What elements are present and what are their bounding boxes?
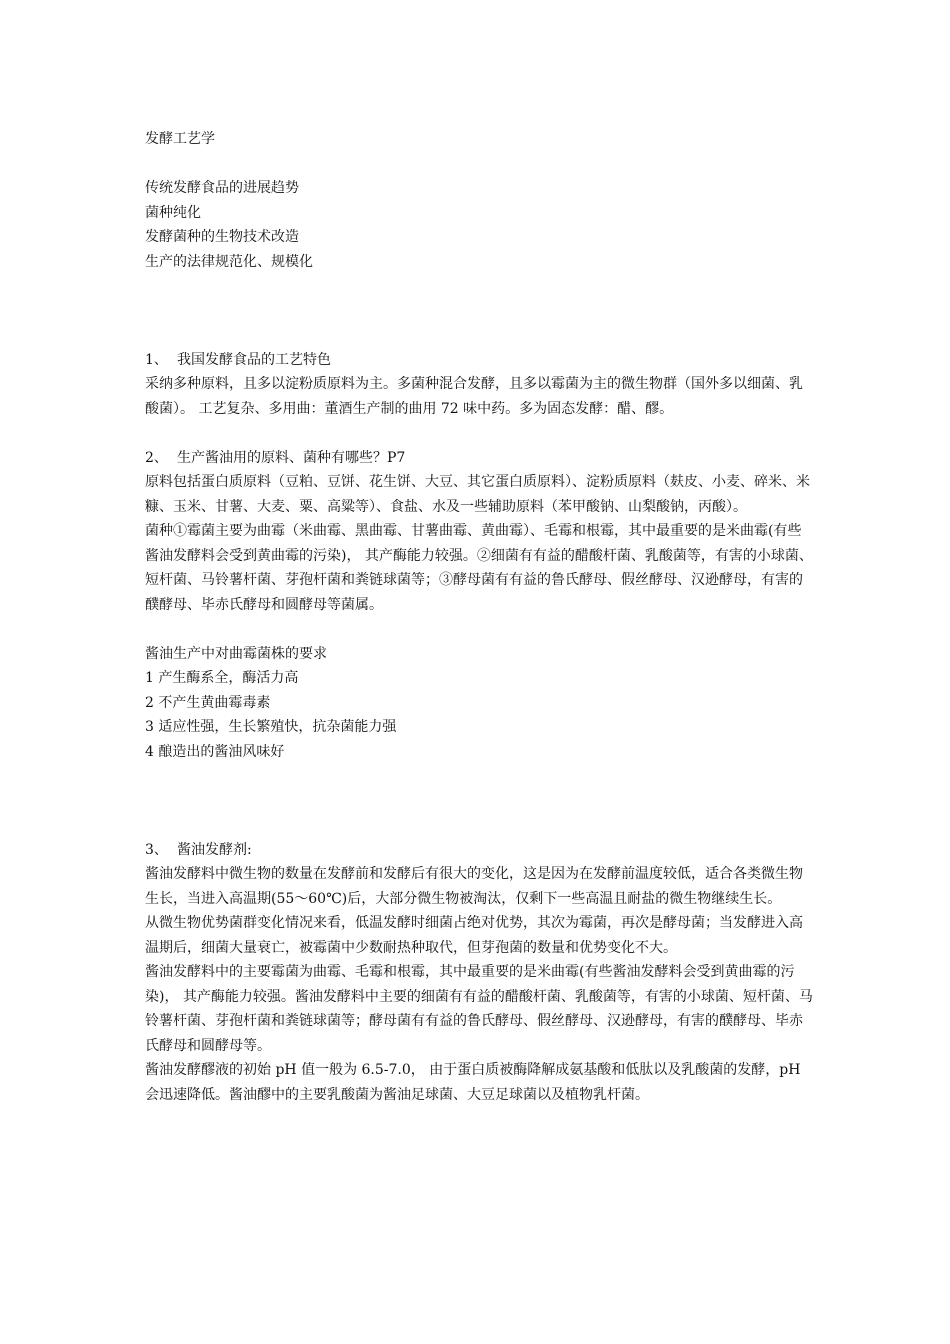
- spacer: [145, 152, 815, 177]
- requirement-item: 1 产生酶系全，酶活力高: [145, 670, 299, 686]
- section2-heading: [145, 446, 815, 471]
- section2-materials: 原料包括蛋白质原料（豆粕、豆饼、花生饼、大豆、其它蛋白质原料）、淀粉质原料（麸皮、小麦、碎米、米糠、玉米、甘薯、大麦、粟、高粱等）、食盐、水及一些辅助原料（苯甲酸钠、山梨酸钠，丙酸）。: [145, 474, 810, 515]
- section1-heading: [145, 348, 815, 373]
- section1-body: 采纳多种原料，且多以淀粉质原料为主。多菌种混合发酵，且多以霉菌为主的微生物群（国外多以细菌、乳酸菌）。 工艺复杂、多用曲：董酒生产制的曲用 72 味中药。多为固态发酵：醋、醪。: [145, 376, 803, 417]
- trend-item: 生产的法律规范化、规模化: [145, 253, 313, 270]
- section2-number: 2、: [145, 449, 168, 466]
- document-body: [145, 127, 815, 1107]
- spacer: [145, 421, 815, 446]
- spacer: [145, 274, 815, 348]
- section2-strains: 菌种①霉菌主要为曲霉（米曲霉、黑曲霉、甘薯曲霉、黄曲霉）、毛霉和根霉，其中最重要的是米曲霉(有些酱油发酵料会受到黄曲霉的污染)， 其产酶能力较强。②细菌有有益的醋酸杆菌、乳酸菌等，有害的小球菌、短杆菌、马铃薯杆菌、芽孢杆菌和粪链球菌等；③酵母菌有有益的鲁氏酵母、假丝酵母、汉逊酵母，有害的醭酵母、毕赤氏酵母和圆酵母等菌属。: [145, 523, 813, 613]
- section3-title: 酱油发酵剂:: [177, 841, 252, 858]
- trend-item: 发酵菌种的生物技术改造: [145, 229, 299, 245]
- spacer: [145, 617, 815, 642]
- section3-paragraph: 酱油发酵料中微生物的数量在发酵前和发酵后有很大的变化，这是因为在发酵前温度较低，适合各类微生物生长，当进入高温期(55～60℃)后，大部分微生物被淘汰，仅剩下一些高温且耐盐的微生物继续生长。: [145, 866, 803, 907]
- trend-item: 菌种纯化: [145, 204, 201, 221]
- requirement-item: 4 酿造出的酱油风味好: [145, 743, 285, 760]
- trends-heading: 传统发酵食品的进展趋势: [145, 180, 299, 196]
- document-title: 发酵工艺学: [145, 131, 215, 147]
- section3-paragraph: 从微生物优势菌群变化情况来看，低温发酵时细菌占绝对优势，其次为霉菌，再次是酵母菌；当发酵进入高温期后，细菌大量衰亡，被霉菌中少数耐热种取代，但芽孢菌的数量和优势变化不大。: [145, 915, 803, 956]
- section3-paragraph: 酱油发酵醪液的初始 pH 值一般为 6.5-7.0， 由于蛋白质被酶降解成氨基酸和低肽以及乳酸菌的发酵，pH 会迅速降低。酱油醪中的主要乳酸菌为酱油足球菌、大豆足球菌以及植物乳杆菌。: [145, 1062, 801, 1103]
- spacer: [145, 764, 815, 838]
- requirement-item: 3 适应性强，生长繁殖快，抗杂菌能力强: [145, 719, 397, 735]
- section1-title: 我国发酵食品的工艺特色: [177, 351, 331, 368]
- requirement-item: 2 不产生黄曲霉毒素: [145, 694, 271, 711]
- section1-number: 1、: [145, 351, 168, 368]
- section3-heading: [145, 838, 815, 863]
- requirements-heading: 酱油生产中对曲霉菌株的要求: [145, 645, 327, 662]
- section3-paragraph: 酱油发酵料中的主要霉菌为曲霉、毛霉和根霉，其中最重要的是米曲霉(有些酱油发酵料会受到黄曲霉的污染)， 其产酶能力较强。酱油发酵料中主要的细菌有有益的醋酸杆菌、乳酸菌等，有害的小球菌、短杆菌、马铃薯杆菌、芽孢杆菌和粪链球菌等；酵母菌有有益的鲁氏酵母、假丝酵母、汉逊酵母，有害的醭酵母、毕赤氏酵母和圆酵母等。: [145, 964, 813, 1054]
- section3-number: 3、: [145, 841, 168, 858]
- section2-title: 生产酱油用的原料、菌种有哪些？P7: [177, 449, 406, 466]
